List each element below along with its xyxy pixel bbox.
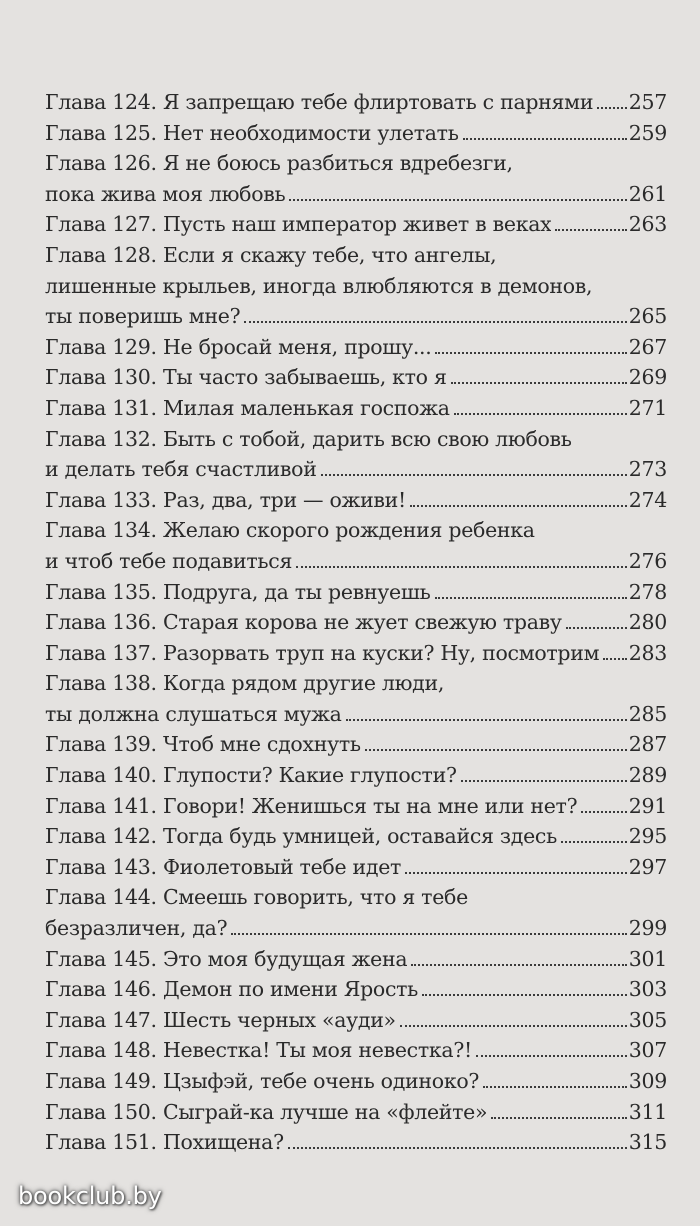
toc-entry [45, 148, 667, 209]
toc-line [45, 882, 667, 913]
toc-line [45, 729, 667, 760]
toc-page-number: 305 [628, 1007, 667, 1032]
toc-page-number: 261 [628, 181, 667, 206]
toc-page-number: 276 [628, 548, 667, 573]
toc-entry-title: и чтоб тебе подавиться [45, 548, 293, 573]
dot-leader [411, 963, 626, 966]
toc-line [45, 271, 667, 302]
toc-line [45, 944, 667, 975]
toc-line [45, 1066, 667, 1097]
toc-page-number: 278 [628, 579, 667, 604]
toc-page-number: 289 [628, 763, 667, 788]
toc-entry [45, 852, 667, 883]
toc-page-number: 265 [628, 304, 667, 329]
dot-leader [603, 657, 626, 660]
toc-entry-title: Глава 149. Цзыфэй, тебе очень одиноко? [45, 1069, 480, 1093]
toc-line [45, 362, 667, 393]
dot-leader [555, 228, 626, 231]
dot-leader [435, 351, 626, 354]
toc-entry-title: Глава 140. Глупости? Какие глупости? [45, 763, 457, 788]
toc-entry-title: Глава 137. Разорвать труп на куски? Ну, посмотрим [45, 640, 600, 665]
toc-line [45, 515, 667, 546]
toc-line [45, 148, 667, 179]
toc-entry-title: Глава 124. Я запрещаю тебе флиртовать с парнями [45, 90, 594, 114]
dot-leader [476, 1054, 627, 1057]
toc-line [45, 393, 667, 424]
toc-entry-title: Глава 142. Тогда будь умницей, оставайся здесь [45, 824, 557, 849]
toc-entry-title: Глава 125. Нет необходимости улетать [45, 120, 459, 145]
dot-leader [463, 137, 627, 140]
toc-line [45, 791, 667, 822]
toc-line [45, 607, 667, 638]
toc-page-number: 283 [628, 640, 667, 665]
toc-line [45, 87, 667, 118]
toc-line [45, 699, 667, 730]
toc-line [45, 485, 667, 516]
table-of-contents [45, 87, 667, 1158]
toc-entry [45, 485, 667, 516]
toc-entry [45, 1066, 667, 1097]
dot-leader [435, 596, 627, 599]
toc-page-number: 271 [628, 395, 667, 420]
dot-leader [296, 565, 627, 568]
toc-entry-title: Глава 134. Желаю скорого рождения ребенка [45, 518, 535, 543]
toc-entry-title: Глава 128. Если я скажу тебе, что ангелы, [45, 242, 497, 267]
toc-line [45, 913, 667, 944]
toc-page-number: 280 [628, 610, 667, 635]
toc-page-number: 263 [628, 212, 667, 237]
toc-entry [45, 209, 667, 240]
toc-entry-title: Глава 143. Фиолетовый тебе идет [45, 854, 402, 879]
toc-page-number: 309 [628, 1069, 667, 1093]
toc-line [45, 638, 667, 669]
toc-entry [45, 760, 667, 791]
toc-line [45, 424, 667, 455]
toc-line [45, 301, 667, 332]
toc-entry [45, 821, 667, 852]
dot-leader [491, 1116, 627, 1119]
toc-line [45, 1005, 667, 1036]
toc-entry-title: Глава 131. Милая маленькая госпожа [45, 395, 450, 420]
toc-entry-title: ты поверишь мне? [45, 304, 241, 329]
toc-entry [45, 362, 667, 393]
toc-entry-title: Глава 133. Раз, два, три — оживи! [45, 487, 406, 512]
toc-entry-title: Глава 129. Не бросай меня, прошу... [45, 334, 432, 359]
toc-entry-title: Глава 135. Подруга, да ты ревнуешь [45, 579, 431, 604]
dot-leader [422, 993, 627, 996]
dot-leader [451, 381, 627, 384]
dot-leader [231, 932, 626, 935]
toc-entry-title: Глава 150. Сыграй-ка лучше на «флейте» [45, 1099, 488, 1124]
toc-line [45, 974, 667, 1005]
toc-entry-title: Глава 130. Ты часто забываешь, кто я [45, 365, 447, 390]
toc-entry [45, 240, 667, 332]
dot-leader [288, 1146, 627, 1149]
toc-entry [45, 393, 667, 424]
toc-page-number: 311 [628, 1099, 667, 1124]
toc-line [45, 852, 667, 883]
toc-entry [45, 1127, 667, 1158]
toc-entry [45, 515, 667, 576]
dot-leader [483, 1085, 627, 1088]
toc-entry-title: Глава 138. Когда рядом другие люди, [45, 671, 445, 696]
dot-leader [461, 779, 627, 782]
toc-entry [45, 638, 667, 669]
dot-leader [410, 504, 627, 507]
watermark-text: bookclub.by [18, 1182, 162, 1210]
toc-line [45, 1035, 667, 1066]
toc-entry-title: Глава 146. Демон по имени Ярость [45, 977, 419, 1002]
toc-line [45, 240, 667, 271]
toc-page-number: 299 [628, 916, 667, 941]
toc-entry-title: Глава 127. Пусть наш император живет в веках [45, 212, 552, 237]
toc-entry [45, 332, 667, 363]
toc-entry-title: пока жива моя любовь [45, 181, 286, 206]
toc-page-number: 267 [628, 334, 667, 359]
toc-entry-title: Глава 148. Невестка! Ты моя невестка?! [45, 1038, 472, 1063]
toc-entry-title: Глава 141. Говори! Женишься ты на мне или нет? [45, 793, 578, 818]
toc-page-number: 301 [628, 946, 667, 971]
toc-page-number: 307 [628, 1038, 667, 1063]
toc-entry [45, 791, 667, 822]
toc-page-number: 273 [628, 457, 667, 482]
toc-page-number: 274 [628, 487, 667, 512]
toc-line [45, 454, 667, 485]
toc-entry-title: Глава 145. Это моя будущая жена [45, 946, 408, 971]
dot-leader [244, 320, 626, 323]
toc-line [45, 668, 667, 699]
toc-entry [45, 668, 667, 729]
toc-page-number: 303 [628, 977, 667, 1002]
toc-entry [45, 424, 667, 485]
toc-line [45, 118, 667, 149]
toc-page-number: 285 [628, 701, 667, 726]
toc-page-number: 269 [628, 365, 667, 390]
toc-entry [45, 882, 667, 943]
toc-entry-title: Глава 147. Шесть черных «ауди» [45, 1007, 396, 1032]
toc-page-number: 295 [628, 824, 667, 849]
toc-entry-title: Глава 132. Быть с тобой, дарить всю свою любовь [45, 426, 572, 451]
dot-leader [365, 748, 627, 751]
toc-entry [45, 729, 667, 760]
dot-leader [566, 626, 627, 629]
toc-entry-title: ты должна слушаться мужа [45, 701, 342, 726]
toc-line [45, 760, 667, 791]
toc-line [45, 577, 667, 608]
toc-page-number: 287 [628, 732, 667, 757]
toc-entry [45, 87, 667, 118]
toc-line [45, 1127, 667, 1158]
dot-leader [346, 718, 627, 721]
dot-leader [581, 810, 627, 813]
toc-entry [45, 607, 667, 638]
toc-entry-title: и делать тебя счастливой [45, 457, 317, 482]
toc-line [45, 332, 667, 363]
toc-page-number: 297 [628, 854, 667, 879]
dot-leader [454, 412, 627, 415]
toc-entry-title: Глава 151. Похищена? [45, 1130, 284, 1155]
toc-entry [45, 974, 667, 1005]
toc-line [45, 1097, 667, 1128]
toc-entry [45, 1097, 667, 1128]
dot-leader [561, 840, 627, 843]
toc-line [45, 546, 667, 577]
dot-leader [400, 1024, 627, 1027]
dot-leader [289, 198, 626, 201]
toc-page-number: 291 [628, 793, 667, 818]
toc-entry-title: Глава 126. Я не боюсь разбиться вдребезги, [45, 151, 513, 176]
toc-line [45, 209, 667, 240]
toc-entry-title: безразличен, да? [45, 916, 228, 941]
toc-page-number: 257 [628, 90, 667, 114]
dot-leader [405, 871, 627, 874]
toc-entry [45, 577, 667, 608]
dot-leader [597, 106, 627, 109]
toc-entry [45, 118, 667, 149]
toc-entry-title: лишенные крыльев, иногда влюбляются в демонов, [45, 273, 593, 298]
dot-leader [321, 473, 627, 476]
toc-line [45, 821, 667, 852]
toc-entry-title: Глава 139. Чтоб мне сдохнуть [45, 732, 361, 757]
toc-entry-title: Глава 144. Смеешь говорить, что я тебе [45, 885, 468, 910]
toc-page-number: 315 [628, 1130, 667, 1155]
toc-entry [45, 1005, 667, 1036]
toc-entry-title: Глава 136. Старая корова не жует свежую траву [45, 610, 562, 635]
toc-line [45, 179, 667, 210]
toc-entry [45, 944, 667, 975]
toc-page-number: 259 [628, 120, 667, 145]
toc-entry [45, 1035, 667, 1066]
